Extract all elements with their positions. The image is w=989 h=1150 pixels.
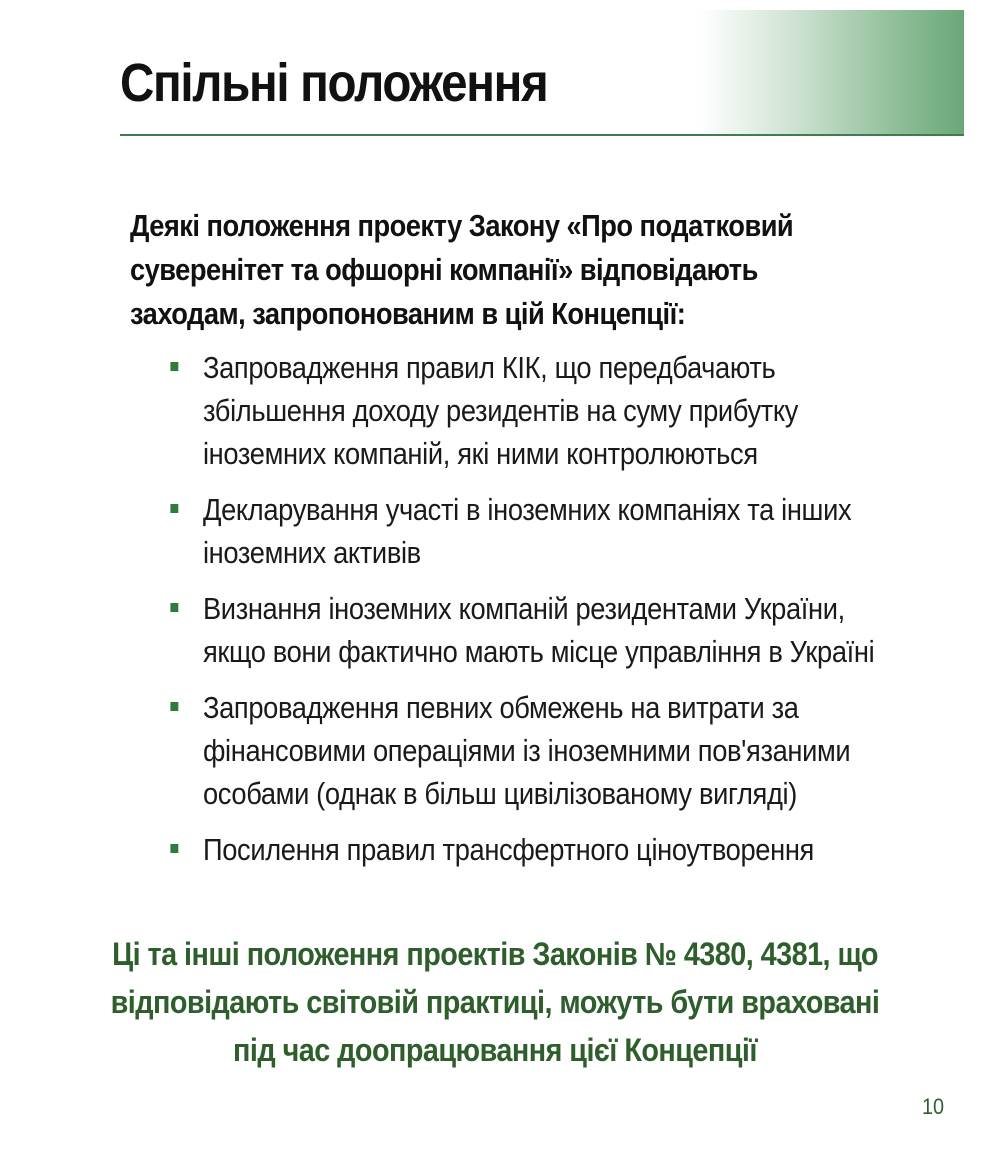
bullet-item <box>166 488 888 574</box>
bullet-text: Запровадження правил КІК, що передбачають збільшення доходу резидентів на суму прибутку іноземних компаній, які ними контролюються <box>202 350 799 471</box>
bullet-text: Запровадження певних обмежень на витрати за фінансовими операціями із іноземними пов'язаними особами (однак в більш цивілізованому вигляді) <box>202 690 851 811</box>
conclusion-text: Ці та інші положення проектів Законів № 4380, 4381, що відповідають світовій практиці, можуть бути враховані під час доопрацювання цієї Концепції <box>110 936 880 1068</box>
bullet-text: Декларування участі в іноземних компаніях та інших іноземних активів <box>202 492 852 570</box>
header-gradient <box>700 10 964 135</box>
square-bullet-icon <box>170 603 178 612</box>
bullet-item <box>166 686 888 815</box>
bullet-text: Посилення правил трансфертного ціноутворення <box>202 832 814 867</box>
intro-paragraph: Деякі положення проекту Закону «Про податковий суверенітет та офшорні компанії» відповідають заходам, запропонованим в цій Концепції: <box>130 208 794 331</box>
square-bullet-icon <box>170 362 178 371</box>
bullet-item <box>166 346 888 475</box>
bullet-list <box>166 346 888 884</box>
square-bullet-icon <box>170 504 178 513</box>
bullet-text: Визнання іноземних компаній резидентами України, якщо вони фактично мають місце управління в Україні <box>202 591 875 669</box>
slide-title: Спільні положення <box>120 53 548 113</box>
square-bullet-icon <box>170 702 178 711</box>
bullet-item <box>166 587 888 673</box>
square-bullet-icon <box>170 844 178 853</box>
bullet-item <box>166 828 888 871</box>
page-number: 10 <box>922 1094 945 1119</box>
title-underline <box>120 134 964 136</box>
